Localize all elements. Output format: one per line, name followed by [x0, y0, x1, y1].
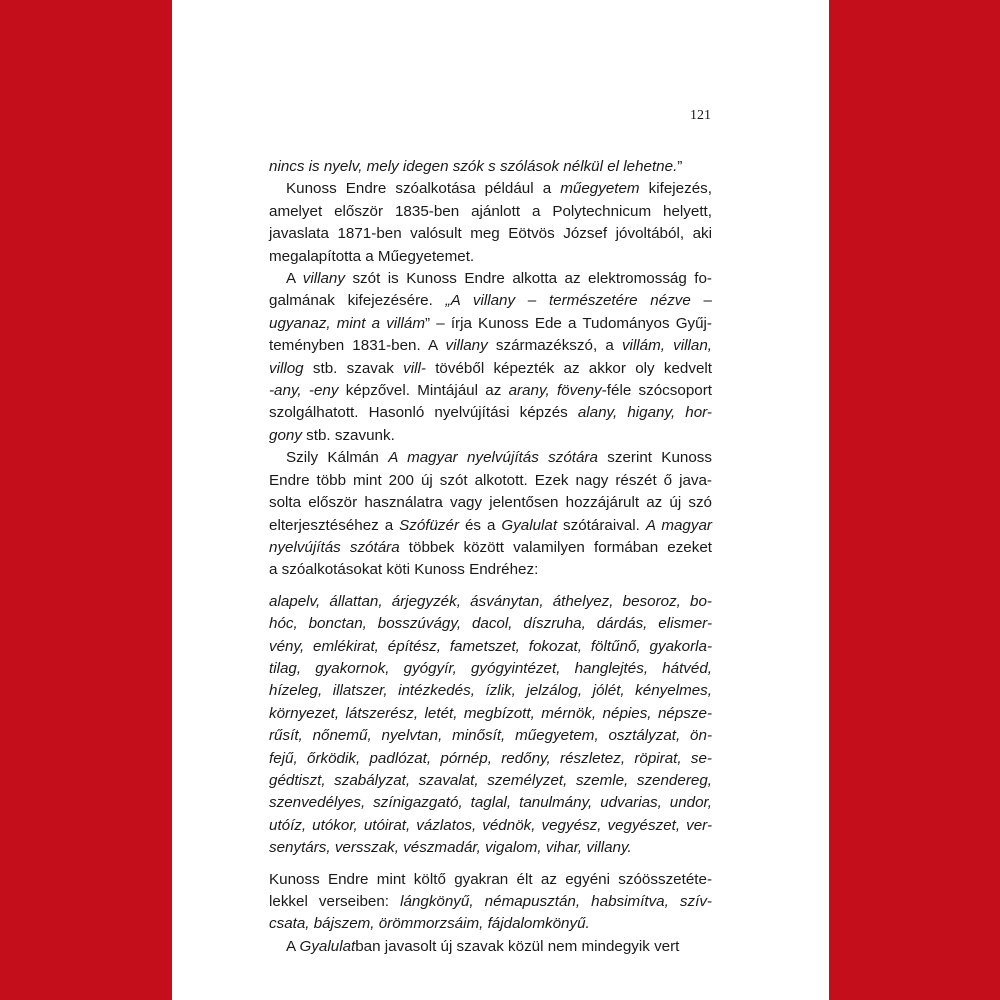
text-line	[269, 380, 712, 402]
italic-segment: rűsít, nőnemű, nyelvtan, minősít, műegyetem, osztályzat, ön-	[269, 727, 712, 745]
italic-segment: A magyar	[645, 516, 712, 534]
text-segment: -féle szócsoport	[601, 382, 712, 400]
text-line	[269, 402, 712, 424]
text-line	[269, 313, 712, 335]
text-segment: lekkel verseiben:	[269, 893, 401, 910]
italic-segment: arany, föveny	[508, 382, 602, 400]
italic-segment: gédtiszt, szabályzat, szavalat, személyzet, szemle, szendereg,	[269, 771, 712, 789]
text-segment: megalapította a Műegyetemet.	[269, 247, 475, 265]
text-segment: ban javasolt új szavak közül nem mindegyik vert	[355, 937, 680, 955]
text-segment: képzővel. Mintájául az	[338, 382, 509, 400]
text-segment: galmának kifejezésére.	[269, 292, 446, 310]
text-segment: és a	[459, 516, 502, 534]
italic-segment: szenvedélyes, színigazgató, taglal, tanulmány, udvarias, undor,	[269, 794, 712, 812]
paragraph-p4	[269, 447, 712, 581]
text-line	[269, 223, 712, 245]
italic-segment: fejű, őrködik, padlózat, pórnép, redőny, részletez, röpirat, se-	[269, 749, 712, 767]
italic-segment: hízeleg, illatszer, intézkedés, ízlik, jelzálog, jólét, kényelmes,	[269, 682, 712, 700]
paragraph-gap	[269, 582, 712, 591]
text-segment: szót is Kunoss Endre alkotta az elektromosság fo-	[344, 270, 712, 288]
text-line	[269, 492, 712, 514]
text-line	[269, 636, 712, 658]
text-segment: A	[286, 270, 303, 288]
text-line	[269, 290, 712, 312]
text-segment: ”	[677, 158, 683, 175]
italic-segment: Szófüzér	[399, 516, 460, 534]
italic-segment: csata, bájszem, örömmorzsáim, fájdalomkönyű.	[269, 915, 590, 933]
paragraph-p1	[269, 156, 712, 178]
italic-segment: műegyetem	[560, 180, 640, 198]
text-line	[269, 658, 712, 680]
text-line	[269, 447, 712, 469]
body-text	[269, 156, 712, 958]
text-segment: teményben 1831-ben. A	[269, 337, 446, 355]
text-segment: solta először használatra vagy jelentősen hozzájárult az új szó	[269, 494, 712, 512]
text-line	[269, 680, 712, 702]
italic-segment: Gyalulat	[299, 937, 356, 955]
italic-segment: Gyalulat	[501, 516, 558, 534]
text-line	[269, 559, 712, 581]
text-segment: többek között valamilyen formában ezeket	[399, 538, 712, 556]
text-line	[269, 246, 712, 268]
text-line	[269, 891, 712, 913]
text-segment: Kunoss Endre mint költő gyakran élt az egyéni szóösszetéte-	[269, 870, 712, 888]
text-segment: javaslata 1871-ben valósult meg Eötvös József jóvoltából, aki	[269, 225, 712, 243]
italic-segment: senytárs, versszak, vészmadár, vigalom, vihar, villany.	[269, 839, 632, 857]
italic-segment: nyelvújítás szótára	[269, 538, 400, 556]
text-segment: szótáraival.	[557, 516, 646, 534]
text-line	[269, 425, 712, 447]
italic-segment: villog	[269, 359, 304, 377]
italic-segment: vény, emlékirat, építész, fametszet, fokozat, föltűnő, gyakorla-	[269, 637, 712, 655]
text-segment: stb. szavak	[303, 359, 404, 377]
italic-segment: lángkönyű, némapusztán, habsimítva, szív-	[400, 893, 712, 910]
text-line	[269, 815, 712, 837]
italic-segment: ugyanaz, mint a villám	[269, 314, 426, 332]
text-line	[269, 703, 712, 725]
text-line	[269, 913, 712, 935]
italic-segment: nincs is nyelv, mely idegen szók s szólások nélkül el lehetne.	[269, 158, 678, 175]
text-segment: Szily Kálmán	[286, 449, 389, 467]
italic-segment: villany	[445, 337, 488, 355]
text-line	[269, 591, 712, 613]
text-line	[269, 725, 712, 747]
italic-segment: utóíz, utókor, utóirat, vázlatos, védnök, vegyész, vegyészet, ver-	[269, 816, 712, 834]
text-segment: stb. szavunk.	[301, 426, 395, 444]
italic-segment: környezet, látszerész, letét, megbízott, mérnök, népies, népsze-	[269, 704, 712, 722]
text-segment: ” – írja Kunoss Ede a Tudományos Gyűj-	[425, 314, 712, 332]
text-segment: A	[286, 937, 300, 955]
text-line	[269, 748, 712, 770]
text-segment: kifejezés,	[639, 180, 712, 198]
text-line	[269, 869, 712, 891]
text-line	[269, 515, 712, 537]
text-line	[269, 358, 712, 380]
paragraph-p5	[269, 591, 712, 860]
text-line	[269, 837, 712, 859]
paragraph-p7	[269, 936, 712, 958]
italic-segment: gony	[269, 426, 302, 444]
text-line	[269, 770, 712, 792]
text-line	[269, 470, 712, 492]
text-segment: amelyet először 1835-ben ajánlott a Polytechnicum helyett,	[269, 202, 712, 220]
text-segment: szolgálhatott. Hasonló nyelvújítási képzés	[269, 404, 578, 422]
text-segment: szerint Kunoss	[597, 449, 712, 467]
italic-segment: hóc, bonctan, bosszúvágy, dacol, díszruha, dárdás, elismer-	[269, 615, 712, 633]
italic-segment: A magyar nyelvújítás szótára	[388, 449, 598, 467]
text-line	[269, 201, 712, 223]
text-segment: Endre több mint 200 új szót alkotott. Ezek nagy részét ő java-	[269, 471, 712, 489]
italic-segment: villám, villan,	[621, 337, 712, 355]
italic-segment: -any, -eny	[269, 382, 339, 400]
book-page	[172, 0, 829, 1000]
text-line	[269, 936, 712, 958]
italic-segment: tilag, gyakornok, gyógyír, gyógyintézet, hanglejtés, hátvéd,	[269, 659, 712, 677]
italic-segment: villany	[302, 270, 345, 288]
text-line	[269, 792, 712, 814]
paragraph-p3	[269, 268, 712, 447]
text-segment: tövéből képezték az akkor oly kedvelt	[425, 359, 712, 377]
italic-segment: vill-	[403, 359, 426, 377]
text-line	[269, 268, 712, 290]
text-segment: Kunoss Endre szóalkotása például a	[286, 180, 561, 198]
page-number: 121	[690, 108, 711, 123]
text-segment: származékszó, a	[487, 337, 622, 355]
italic-segment: alany, higany, hor-	[577, 404, 712, 422]
text-line	[269, 156, 712, 178]
text-line	[269, 335, 712, 357]
paragraph-gap	[269, 860, 712, 869]
paragraph-p6	[269, 869, 712, 936]
italic-segment: „A villany – természetére nézve –	[445, 292, 712, 310]
text-line	[269, 537, 712, 559]
text-segment: elterjesztéséhez a	[269, 516, 400, 534]
text-segment: a szóalkotásokat köti Kunoss Endréhez:	[269, 561, 539, 579]
italic-segment: alapelv, állattan, árjegyzék, ásványtan, áthelyez, besoroz, bo-	[269, 592, 712, 610]
paragraph-p2	[269, 178, 712, 268]
text-line	[269, 613, 712, 635]
text-line	[269, 178, 712, 200]
